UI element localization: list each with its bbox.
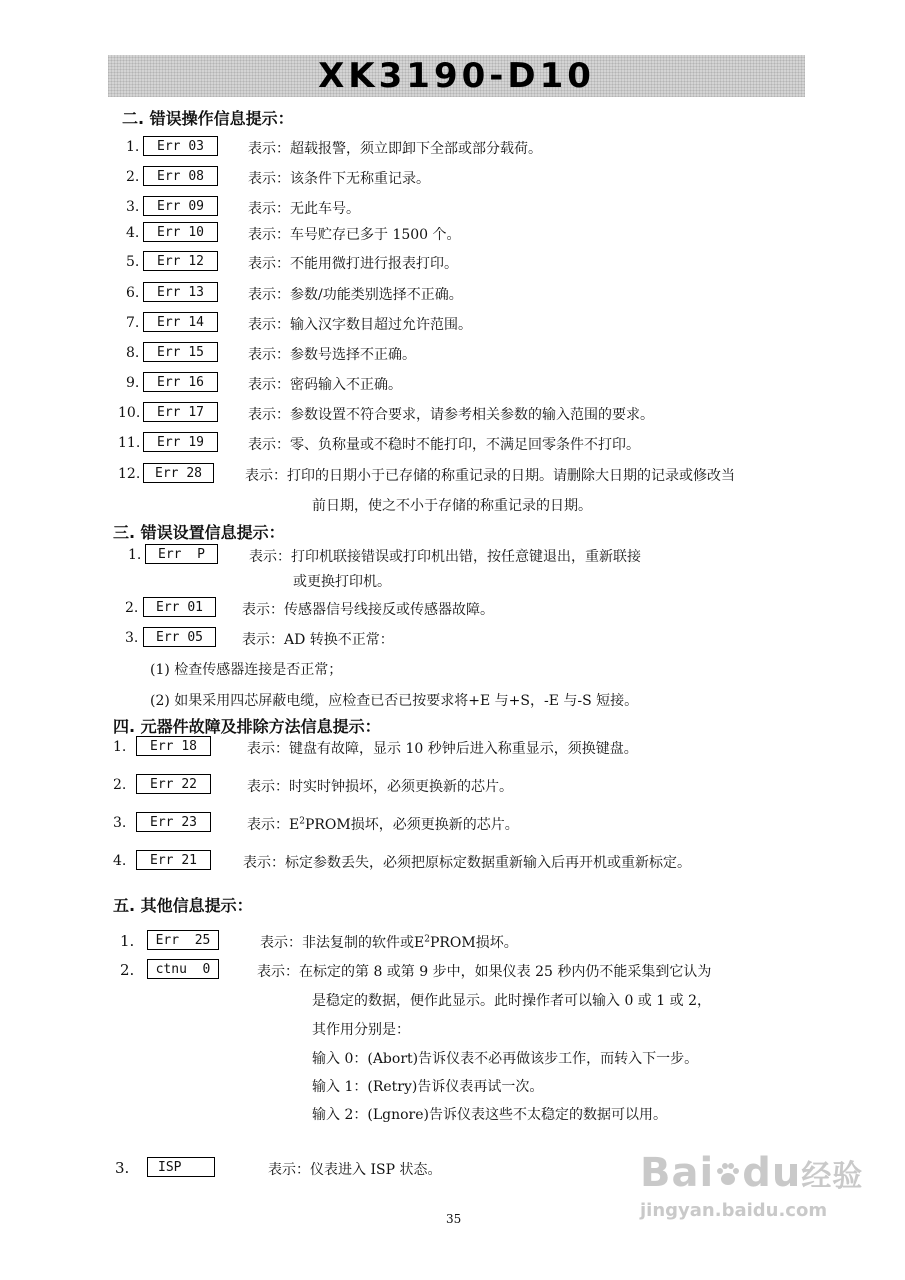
error-code-box: ISP <box>147 1157 215 1177</box>
item-number: 3. <box>113 815 127 831</box>
item-description: 表示：时实时钟损坏，必须更换新的芯片。 <box>247 779 513 795</box>
error-code-box: Err 18 <box>136 736 211 756</box>
section-2-heading: 二. 错误操作信息提示： <box>122 109 294 128</box>
error-code-box: Err 08 <box>143 166 218 186</box>
item-number: 3. <box>115 1159 130 1177</box>
item-number: 1. <box>126 139 140 155</box>
item-number: 1. <box>128 547 142 563</box>
section-5-heading: 五. 其他信息提示： <box>113 896 253 915</box>
error-code-box: Err 16 <box>143 372 218 392</box>
item-description: 表示：传感器信号线接反或传感器故障。 <box>242 602 494 618</box>
item-number: 11. <box>118 435 141 451</box>
item-description: 表示：打印的日期小于已存储的称重记录的日期。请删除大日期的记录或修改当 <box>245 468 735 484</box>
item-number: 12. <box>118 466 141 482</box>
item-number: 7. <box>126 315 140 331</box>
item-description: 表示：标定参数丢失，必须把原标定数据重新输入后再开机或重新标定。 <box>243 855 691 871</box>
page-number: 35 <box>446 1212 462 1226</box>
error-code-box: Err 03 <box>143 136 218 156</box>
item-description: 表示：仪表进入 ISP 状态。 <box>268 1162 442 1178</box>
item-description: 表示：参数号选择不正确。 <box>248 347 416 363</box>
note-line: (1) 检查传感器连接是否正常； <box>150 662 343 678</box>
title-bar <box>108 55 805 97</box>
error-code-box: Err 25 <box>147 930 219 950</box>
item-description: 表示：超载报警，须立即卸下全部或部分载荷。 <box>248 141 542 157</box>
error-code-box: Err 22 <box>136 774 211 794</box>
item-description: 表示：不能用微打进行报表打印。 <box>248 256 458 272</box>
note-line: (2) 如果采用四芯屏蔽电缆，应检查已否已按要求将+E 与+S，-E 与-S 短接。 <box>150 693 639 709</box>
item-description-continued: 或更换打印机。 <box>293 574 391 590</box>
item-description: 表示：$E^2PROM$损坏，必须更换新的芯片。 <box>247 816 519 833</box>
page-title: XK3190-D10 <box>318 56 595 96</box>
item-description: 表示：参数设置不符合要求，请参考相关参数的输入范围的要求。 <box>248 407 654 423</box>
item-description-continued: 前日期，使之不小于存储的称重记录的日期。 <box>312 498 592 514</box>
error-code-box: Err 12 <box>143 251 218 271</box>
item-number: 3. <box>125 630 139 646</box>
section-3-heading: 三. 错误设置信息提示： <box>113 523 285 542</box>
item-description-continued: 输入 0：(Abort)告诉仪表不必再做该步工作，而转入下一步。 <box>312 1051 699 1067</box>
error-code-box: Err 21 <box>136 850 211 870</box>
item-description: 表示：密码输入不正确。 <box>248 377 402 393</box>
item-number: 4. <box>113 853 127 869</box>
item-number: 8. <box>126 345 140 361</box>
error-code-box: Err 15 <box>143 342 218 362</box>
error-code-box: Err 19 <box>143 432 218 452</box>
error-code-box: Err 23 <box>136 812 211 832</box>
item-number: 2. <box>125 600 139 616</box>
item-number: 1. <box>113 739 127 755</box>
error-code-box: Err 01 <box>143 597 216 617</box>
item-number: 5. <box>126 254 140 270</box>
item-number: 9. <box>126 375 140 391</box>
error-code-box: Err 10 <box>143 222 218 242</box>
item-number: 4. <box>126 225 140 241</box>
item-description-continued: 是稳定的数据，便作此显示。此时操作者可以输入 0 或 1 或 2， <box>312 993 711 1009</box>
item-number: 6. <box>126 285 140 301</box>
item-description-continued: 输入 2：(Lgnore)告诉仪表这些不太稳定的数据可以用。 <box>312 1107 667 1123</box>
section-4-heading: 四. 元器件故障及排除方法信息提示： <box>113 717 381 736</box>
item-description-continued: 输入 1：(Retry)告诉仪表再试一次。 <box>312 1079 544 1095</box>
error-code-box: Err 13 <box>143 282 218 302</box>
item-number: 2. <box>120 961 135 979</box>
item-description: 表示：无此车号。 <box>248 201 360 217</box>
item-description: 表示：零、负称量或不稳时不能打印，不满足回零条件不打印。 <box>248 437 640 453</box>
watermark-logo: Bai du经验 <box>640 1150 864 1196</box>
item-number: 1. <box>120 932 135 950</box>
error-code-box: Err 28 <box>143 463 214 483</box>
item-description: 表示：非法复制的软件或$E^2PROM$损坏。 <box>260 934 518 951</box>
error-code-box: Err 05 <box>143 627 216 647</box>
item-description: 表示：打印机联接错误或打印机出错，按任意键退出，重新联接 <box>249 549 641 565</box>
item-description: 表示：键盘有故障，显示 10 秒钟后进入称重显示，须换键盘。 <box>247 741 638 757</box>
error-code-box: Err P <box>145 544 218 564</box>
baidu-jingyan-watermark <box>640 1150 863 1221</box>
item-number: 10. <box>118 405 141 421</box>
item-description: 表示：该条件下无称重记录。 <box>248 171 430 187</box>
item-number: 3. <box>126 199 140 215</box>
item-description: 表示：车号贮存已多于 1500 个。 <box>248 227 461 243</box>
item-description-continued: 其作用分别是： <box>312 1022 410 1038</box>
item-description: 表示：参数/功能类别选择不正确。 <box>248 287 463 303</box>
error-code-box: ctnu 0 <box>147 959 219 979</box>
error-code-box: Err 14 <box>143 312 218 332</box>
paw-icon <box>714 1161 742 1189</box>
item-number: 2. <box>126 169 140 185</box>
error-code-box: Err 09 <box>143 196 218 216</box>
item-description: 表示：在标定的第 8 或第 9 步中，如果仪表 25 秒内仍不能采集到它认为 <box>257 964 712 980</box>
error-code-box: Err 17 <box>143 402 218 422</box>
item-description: 表示：输入汉字数目超过允许范围。 <box>248 317 472 333</box>
item-number: 2. <box>113 777 127 793</box>
watermark-url: jingyan.baidu.com <box>640 1200 828 1221</box>
item-description: 表示：AD 转换不正常： <box>242 632 394 648</box>
